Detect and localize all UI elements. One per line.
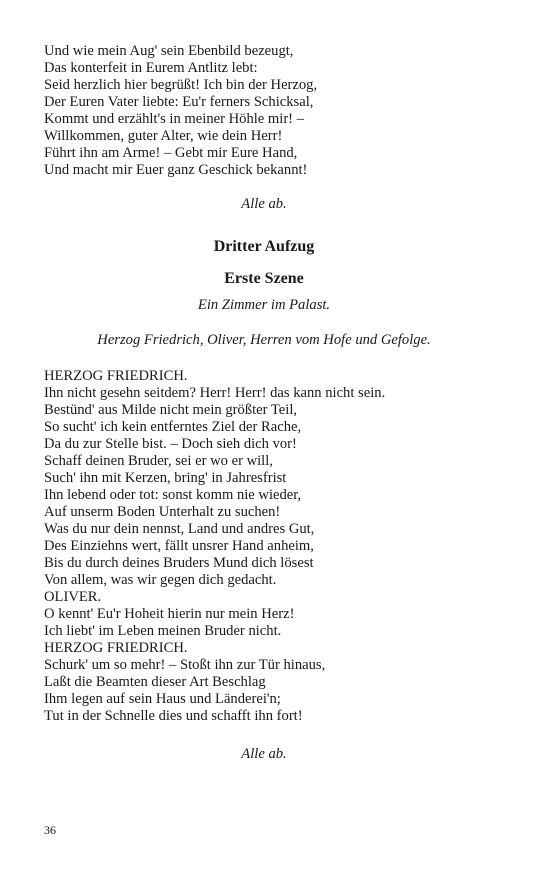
verse-line: Bis du durch deines Bruders Mund dich lösest	[44, 555, 314, 571]
verse-line: Und wie mein Aug' sein Ebenbild bezeugt,	[44, 43, 294, 59]
verse-line: Das konterfeit in Eurem Antlitz lebt:	[44, 60, 258, 76]
verse-line: Seid herzlich hier begrüßt! Ich bin der Herzog,	[44, 77, 318, 93]
verse-line: Tut in der Schnelle dies und schafft ihn fort!	[44, 708, 303, 724]
verse-line: Ihn nicht gesehn seitdem? Herr! Herr! das kann nicht sein.	[44, 385, 386, 401]
act-title: Dritter Aufzug	[213, 238, 315, 255]
verse-line: So sucht' ich kein entferntes Ziel der Rache,	[44, 419, 302, 435]
verse-line: Führt ihn am Arme! – Gebt mir Eure Hand,	[44, 145, 298, 161]
verse-line: Kommt und erzählt's in meiner Höhle mir! –	[44, 111, 304, 127]
verse-line: Und macht mir Euer ganz Geschick bekannt!	[44, 162, 308, 178]
verse-line: Ihm legen auf sein Haus und Länderei'n;	[44, 691, 281, 707]
verse-line: Da du zur Stelle bist. – Doch sieh dich vor!	[44, 436, 297, 452]
scene-location: Ein Zimmer im Palast.	[197, 297, 331, 313]
verse-line: Auf unserm Boden Unterhalt zu suchen!	[44, 504, 281, 520]
verse-line: Schaff deinen Bruder, sei er wo er will,	[44, 453, 273, 469]
verse-line: Ich liebt' im Leben meinen Bruder nicht.	[44, 623, 282, 639]
stage-direction-exit: Alle ab.	[241, 746, 287, 762]
verse-line: Willkommen, guter Alter, wie dein Herr!	[44, 128, 283, 144]
speaker-name: HERZOG FRIEDRICH.	[44, 640, 188, 656]
speaker-name: OLIVER.	[44, 589, 102, 605]
page-number: 36	[44, 823, 56, 837]
verse-line: Des Einziehns wert, fällt unsrer Hand anheim,	[44, 538, 314, 554]
book-page	[44, 43, 484, 763]
cast-list: Herzog Friedrich, Oliver, Herren vom Hofe und Gefolge.	[97, 332, 431, 348]
speaker-name: HERZOG FRIEDRICH.	[44, 368, 188, 384]
verse-line: Ihn lebend oder tot: sonst komm nie wieder,	[44, 487, 302, 503]
scene-title: Erste Szene	[224, 270, 304, 287]
verse-line: Laßt die Beamten dieser Art Beschlag	[44, 674, 266, 690]
verse-line: Der Euren Vater liebte: Eu'r ferners Schicksal,	[44, 94, 314, 110]
stage-direction-exit: Alle ab.	[241, 196, 287, 212]
verse-block-top	[44, 43, 484, 179]
verse-line: Such' ihn mit Kerzen, bring' in Jahresfrist	[44, 470, 287, 486]
verse-line: Von allem, was wir gegen dich gedacht.	[44, 572, 277, 588]
verse-line: Schurk' um so mehr! – Stoßt ihn zur Tür hinaus,	[44, 657, 326, 673]
verse-line: Bestünd' aus Milde nicht mein größter Teil,	[44, 402, 298, 418]
dialogue-block	[44, 368, 484, 725]
verse-line: O kennt' Eu'r Hoheit hierin nur mein Herz!	[44, 606, 295, 622]
verse-line: Was du nur dein nennst, Land und andres Gut,	[44, 521, 315, 537]
